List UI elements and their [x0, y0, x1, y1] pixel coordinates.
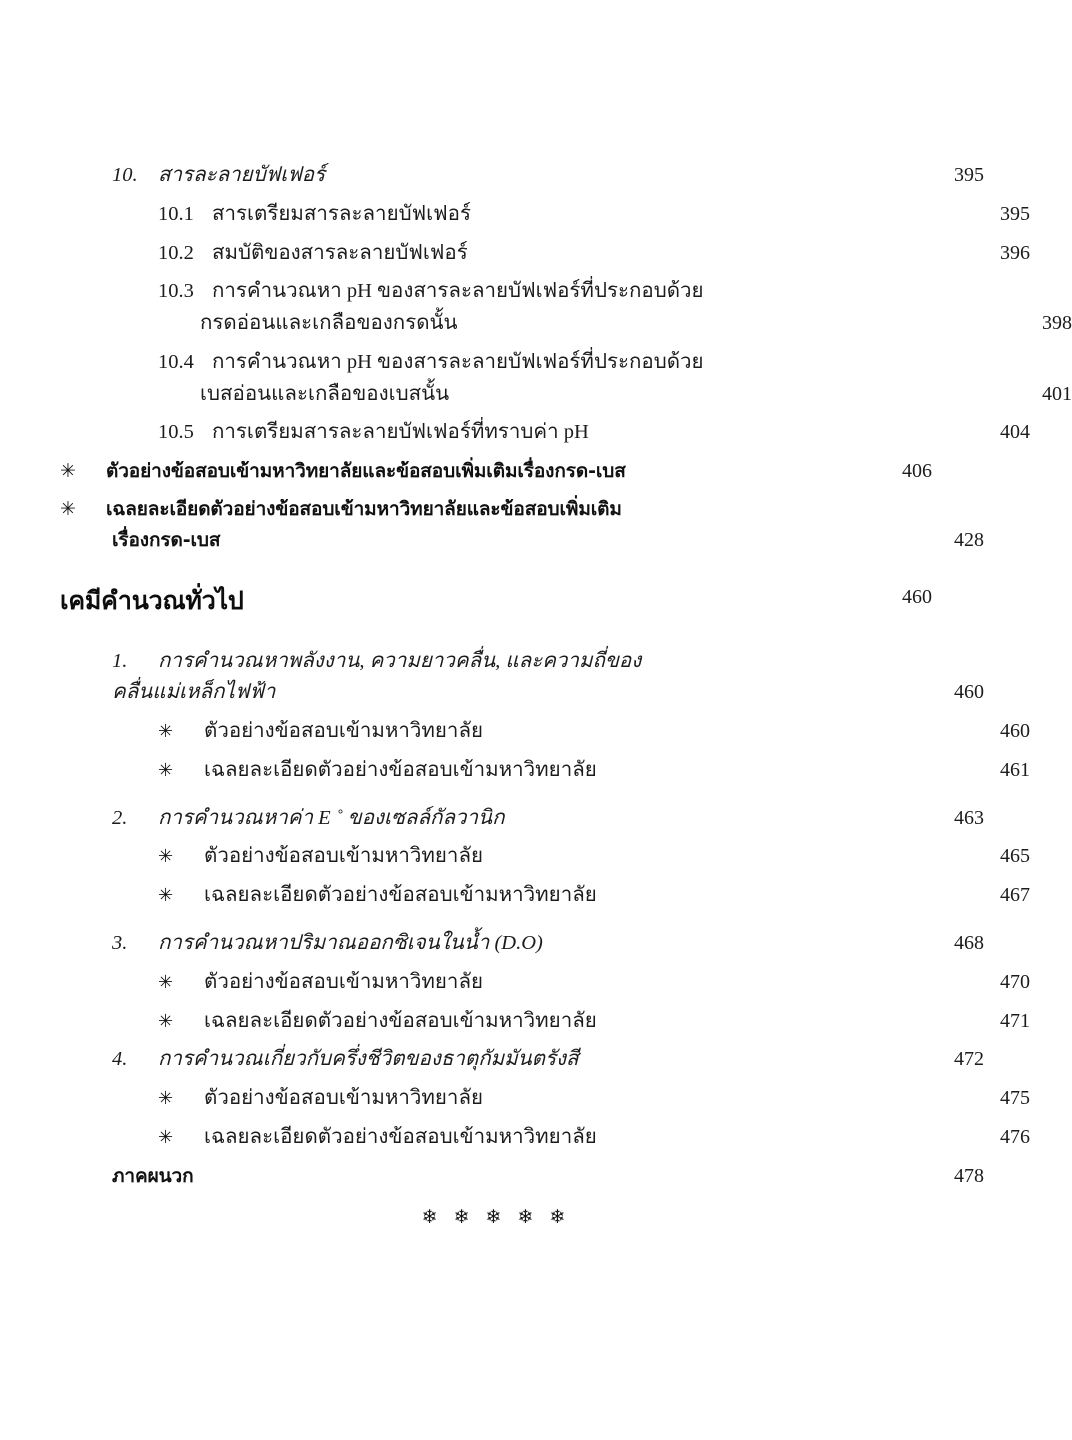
toc-entry-10-3-continuation[interactable] [60, 308, 1072, 340]
entry-title-line2: กรดอ่อนและเกลือของกรดนั้น [200, 312, 458, 335]
entry-number: 1. [112, 649, 128, 672]
entry-page-number: 395 [1000, 202, 1030, 225]
toc-entry-1-exam-solutions[interactable] [60, 755, 1030, 787]
toc-entry-2[interactable] [60, 803, 984, 835]
entry-title-line2: เบสอ่อนและเกลือของเบสนั้น [200, 382, 450, 405]
entry-page-number: 468 [954, 931, 984, 954]
toc-entry-3[interactable] [60, 928, 984, 960]
entry-title: ตัวอย่างข้อสอบเข้ามหาวิทยาลัย [204, 970, 484, 993]
toc-entry-10-1[interactable] [60, 199, 1030, 231]
asterisk-bullet-icon: ✳ [158, 1088, 174, 1110]
toc-entry-exam-solutions-acid-base-continuation[interactable] [60, 525, 984, 556]
toc-entry-10-4[interactable] [60, 347, 1030, 379]
toc-entry-2-exam-solutions[interactable] [60, 880, 1030, 912]
entry-page-number: 478 [954, 1164, 984, 1187]
toc-entry-10-3[interactable] [60, 276, 1030, 308]
toc-entry-4[interactable] [60, 1044, 984, 1076]
toc-entry-10[interactable] [60, 160, 984, 192]
toc-entry-1[interactable] [60, 646, 984, 678]
entry-title: เฉลยละเอียดตัวอย่างข้อสอบเข้ามหาวิทยาลัย [204, 1009, 597, 1032]
entry-page-number: 460 [902, 586, 932, 609]
entry-page-number: 398 [1042, 312, 1072, 335]
asterisk-bullet-icon: ✳ [60, 460, 76, 483]
toc-entry-3-exam-solutions[interactable] [60, 1006, 1030, 1038]
toc-entry-2-exam-samples[interactable] [60, 841, 1030, 873]
entry-title: ตัวอย่างข้อสอบเข้ามหาวิทยาลัย [204, 720, 484, 743]
toc-entry-1-continuation[interactable] [60, 677, 984, 709]
entry-title: เฉลยละเอียดตัวอย่างข้อสอบเข้ามหาวิทยาลัย [204, 884, 597, 907]
entry-title: การคำนวณเกี่ยวกับครึ่งชีวิตของธาตุกัมมันตรังสี [158, 1048, 579, 1071]
entry-title: การคำนวณหา pH ของสารละลายบัฟเฟอร์ที่ประกอบด้วย [212, 350, 704, 373]
entry-title: การเตรียมสารละลายบัฟเฟอร์ที่ทราบค่า pH [212, 421, 589, 444]
entry-page-number: 472 [954, 1048, 984, 1071]
entry-page-number: 470 [1000, 970, 1030, 993]
entry-title: เฉลยละเอียดตัวอย่างข้อสอบเข้ามหาวิทยาลัย [204, 758, 597, 781]
entry-title: สารเตรียมสารละลายบัฟเฟอร์ [212, 202, 471, 225]
toc-entry-3-exam-samples[interactable] [60, 967, 1030, 999]
entry-number: 10.1 [158, 202, 194, 225]
entry-page-number: 396 [1000, 241, 1030, 264]
toc-entry-4-exam-solutions[interactable] [60, 1122, 1030, 1154]
entry-title: การคำนวณหาพลังงาน, ความยาวคลื่น, และความถี่ของ [158, 649, 642, 672]
entry-number: 10. [112, 164, 138, 186]
toc-section-heading-general-chemistry-calculations[interactable] [60, 582, 932, 620]
toc-list [60, 160, 1072, 1228]
entry-title: ตัวอย่างข้อสอบเข้ามหาวิทยาลัย [204, 1087, 484, 1110]
entry-title: เฉลยละเอียดตัวอย่างข้อสอบเข้ามหาวิทยาลัยและข้อสอบเพิ่มเติม [106, 498, 622, 521]
entry-page-number: 404 [1000, 421, 1030, 444]
entry-number: 10.3 [158, 280, 194, 303]
entry-title: ภาคผนวก [112, 1164, 194, 1187]
section-heading-title: เคมีคำนวณทั่วไป [60, 586, 244, 616]
asterisk-bullet-icon: ✳ [158, 1010, 174, 1032]
entry-number: 4. [112, 1048, 128, 1071]
entry-page-number: 475 [1000, 1087, 1030, 1110]
toc-entry-exam-samples-acid-base[interactable] [60, 456, 932, 487]
asterisk-bullet-icon: ✳ [158, 971, 174, 993]
entry-page-number: 467 [1000, 884, 1030, 907]
entry-title: ตัวอย่างข้อสอบเข้ามหาวิทยาลัย [204, 845, 484, 868]
toc-entry-10-4-continuation[interactable] [60, 379, 1072, 411]
entry-number: 10.4 [158, 350, 194, 373]
toc-entry-exam-solutions-acid-base[interactable] [60, 494, 932, 525]
toc-entry-appendix[interactable] [60, 1161, 984, 1192]
entry-page-number: 465 [1000, 845, 1030, 868]
asterisk-bullet-icon: ✳ [158, 885, 174, 907]
entry-page-number: 476 [1000, 1125, 1030, 1148]
entry-number: 3. [112, 931, 128, 954]
entry-page-number: 471 [1000, 1009, 1030, 1032]
entry-title: การคำนวณหาปริมาณออกซิเจนในน้ำ (D.O) [158, 931, 543, 954]
entry-page-number: 395 [954, 164, 984, 186]
entry-page-number: 460 [1000, 720, 1030, 743]
toc-entry-10-2[interactable] [60, 238, 1030, 270]
entry-title-line2: เรื่องกรด-เบส [112, 529, 221, 552]
entry-page-number: 463 [954, 806, 984, 829]
entry-title-line2: คลื่นแม่เหล็กไฟฟ้า [112, 681, 276, 704]
asterisk-bullet-icon: ✳ [158, 1126, 174, 1148]
entry-page-number: 428 [954, 529, 984, 552]
asterisk-bullet-icon: ✳ [158, 759, 174, 781]
entry-number: 10.2 [158, 241, 194, 264]
asterisk-bullet-icon: ✳ [60, 498, 76, 521]
entry-number: 2. [112, 806, 128, 829]
bottom-ornament-snowflakes: ❄ ❄ ❄ ❄ ❄ [421, 1205, 571, 1228]
entry-page-number: 406 [902, 460, 932, 483]
toc-entry-1-exam-samples[interactable] [60, 716, 1030, 748]
toc-entry-4-exam-samples[interactable] [60, 1083, 1030, 1115]
entry-page-number: 461 [1000, 758, 1030, 781]
entry-number: 10.5 [158, 421, 194, 444]
entry-title: การคำนวณหาค่า E ˚ ของเซลล์กัลวานิก [158, 806, 505, 829]
entry-page-number: 460 [954, 681, 984, 704]
entry-title: สมบัติของสารละลายบัฟเฟอร์ [212, 241, 468, 264]
entry-title: สารละลายบัฟเฟอร์ [158, 164, 326, 186]
toc-entry-10-5[interactable] [60, 417, 1030, 449]
entry-title: เฉลยละเอียดตัวอย่างข้อสอบเข้ามหาวิทยาลัย [204, 1125, 597, 1148]
asterisk-bullet-icon: ✳ [158, 721, 174, 743]
asterisk-bullet-icon: ✳ [158, 846, 174, 868]
entry-title: การคำนวณหา pH ของสารละลายบัฟเฟอร์ที่ประกอบด้วย [212, 280, 704, 303]
entry-page-number: 401 [1042, 382, 1072, 405]
entry-title: ตัวอย่างข้อสอบเข้ามหาวิทยาลัยและข้อสอบเพิ่มเติมเรื่องกรด-เบส [106, 460, 626, 483]
